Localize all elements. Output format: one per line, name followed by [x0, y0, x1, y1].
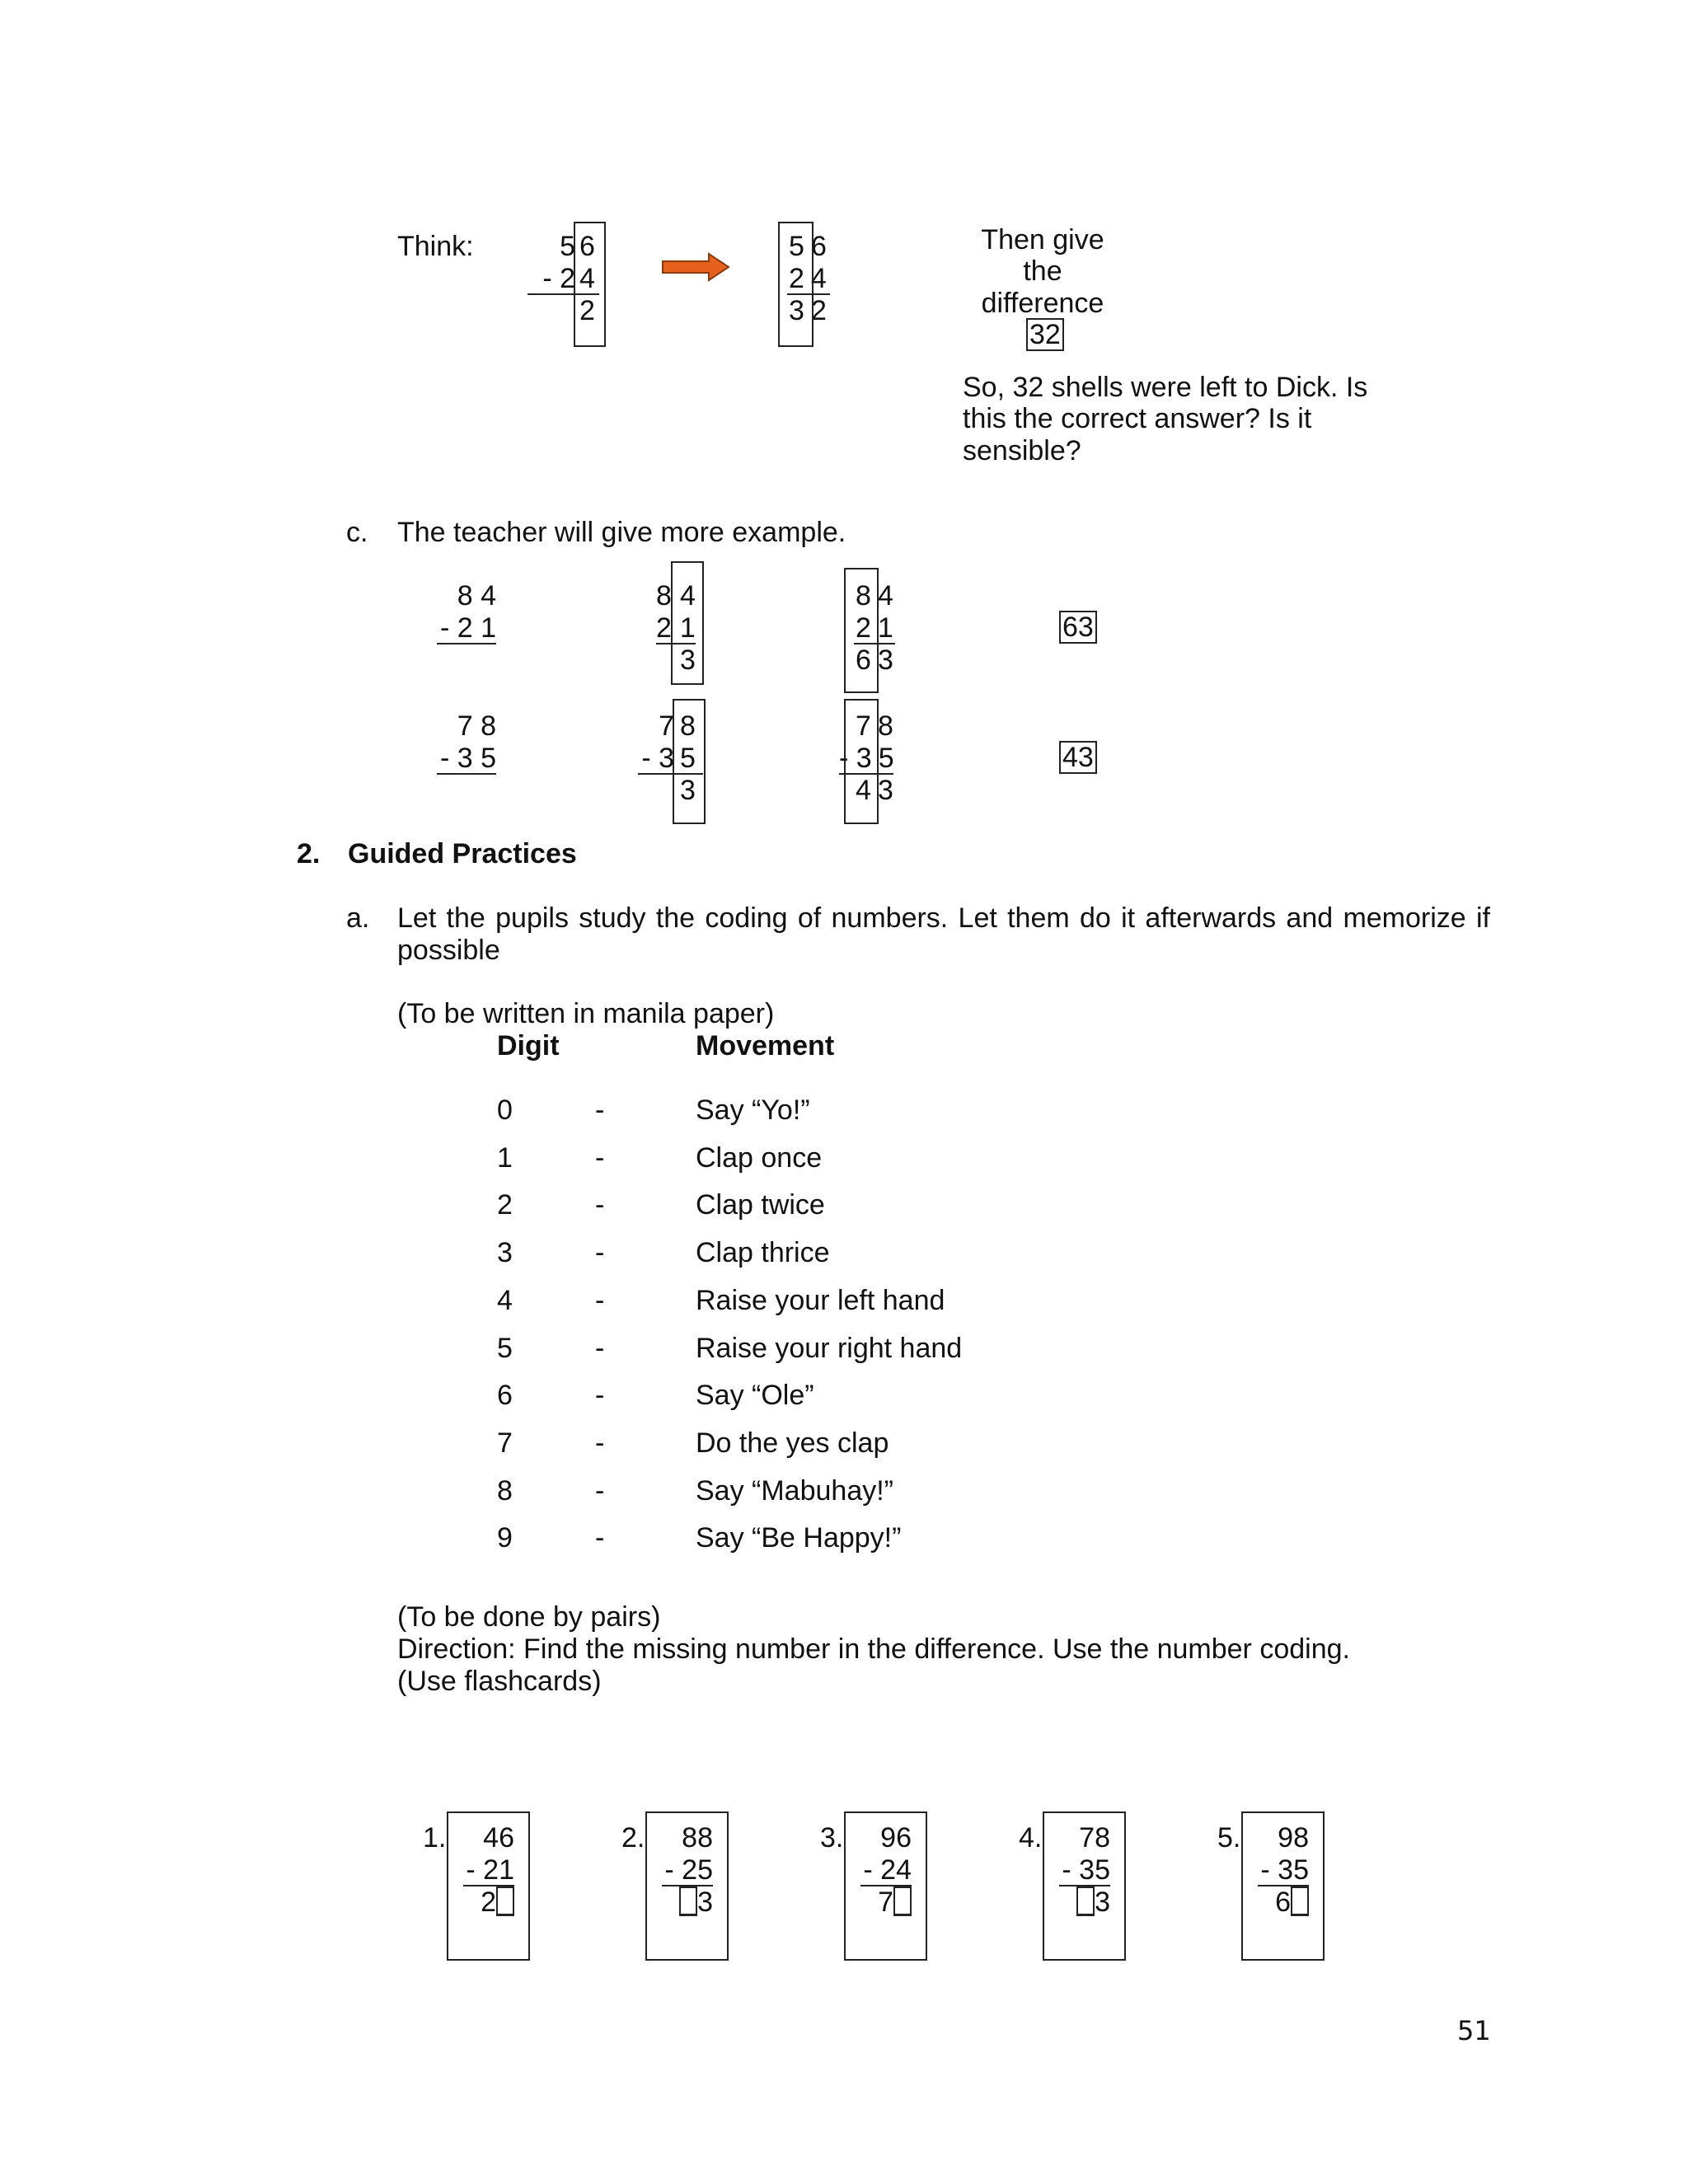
- problem-bottom: - 3 5: [437, 742, 496, 775]
- digit: 8: [656, 580, 672, 612]
- digit: 2: [856, 612, 871, 644]
- known-digit: 6: [1275, 1886, 1291, 1918]
- right-arrow-icon: [661, 252, 730, 282]
- card-bottom-number: - 35: [1258, 1854, 1309, 1886]
- pairs-note: (To be done by pairs): [397, 1601, 661, 1633]
- card-difference: [1250, 1886, 1309, 1919]
- answer-box: 43: [1059, 741, 1097, 774]
- card-bottom-number: - 25: [662, 1854, 713, 1886]
- manila-note: (To be written in manila paper): [397, 998, 775, 1029]
- digit: 5: [674, 742, 703, 775]
- list-marker: c.: [346, 517, 368, 548]
- digit: 6: [811, 231, 827, 262]
- problem-top: 8 4: [457, 580, 496, 612]
- code-digit: 9: [497, 1522, 513, 1554]
- conclusion-line: So, 32 shells were left to Dick. Is: [963, 372, 1368, 403]
- flashcards-note: (Use flashcards): [397, 1666, 602, 1697]
- code-digit: 6: [497, 1380, 513, 1411]
- digit: 1: [679, 612, 696, 644]
- digit: 1: [877, 612, 893, 644]
- missing-digit-box[interactable]: [1076, 1886, 1095, 1916]
- card-number: 4.: [1019, 1822, 1043, 1854]
- code-digit: 5: [497, 1333, 513, 1364]
- code-movement: Say “Mabuhay!”: [696, 1475, 893, 1507]
- digit: 5: [878, 743, 894, 774]
- code-digit: 4: [497, 1285, 513, 1316]
- conclusion-line: sensible?: [963, 435, 1081, 466]
- code-dash: -: [595, 1475, 605, 1507]
- direction-text: Direction: Find the missing number in the difference. Use the number coding.: [397, 1633, 1350, 1665]
- digit: 2: [656, 612, 672, 644]
- card-bottom-number: - 21: [463, 1854, 514, 1886]
- digit: 7: [856, 710, 871, 742]
- section-number: 2.: [297, 838, 321, 869]
- digit: 6: [856, 644, 871, 676]
- digit: 4: [680, 580, 696, 612]
- ones-column-box: [673, 699, 706, 824]
- code-movement: Do the yes clap: [696, 1427, 889, 1459]
- digit: 5: [560, 231, 575, 262]
- code-movement: Raise your left hand: [696, 1285, 945, 1316]
- ones-column-box: [574, 222, 606, 347]
- section-c-text: The teacher will give more example.: [397, 517, 846, 548]
- conclusion-line: this the correct answer? Is it: [963, 403, 1312, 434]
- code-dash: -: [595, 1427, 605, 1459]
- problem-top: 7 8: [457, 710, 496, 742]
- missing-digit-box[interactable]: [679, 1886, 697, 1916]
- known-digit: 3: [1095, 1886, 1110, 1918]
- digit: - 3: [839, 743, 872, 774]
- think-label: Think:: [397, 231, 474, 262]
- known-digit: 2: [481, 1886, 496, 1918]
- tens-column-box: [844, 699, 879, 824]
- column-header-digit: Digit: [497, 1030, 560, 1062]
- code-dash: -: [595, 1189, 605, 1221]
- missing-digit-box[interactable]: [1291, 1886, 1309, 1916]
- missing-digit-box[interactable]: [893, 1886, 912, 1916]
- code-movement: Clap once: [696, 1142, 823, 1174]
- card-top-number: 88: [682, 1822, 713, 1854]
- code-movement: Raise your right hand: [696, 1333, 963, 1364]
- digit: 3: [878, 644, 893, 676]
- card-difference: [654, 1886, 713, 1919]
- card-number: 5.: [1217, 1822, 1241, 1854]
- instruction-line: Let the pupils study the coding of numbers. Let them do it afterwards and memorize if: [397, 902, 1490, 934]
- digit: 2: [579, 295, 595, 326]
- then-give-line: the: [1023, 255, 1062, 287]
- section-heading: Guided Practices: [348, 838, 577, 869]
- code-dash: -: [595, 1142, 605, 1174]
- code-movement: Clap thrice: [696, 1237, 830, 1268]
- code-dash: -: [595, 1333, 605, 1364]
- card-number: 1.: [423, 1822, 447, 1854]
- card-bottom-number: - 24: [860, 1854, 912, 1886]
- code-dash: -: [595, 1380, 605, 1411]
- digit: 4: [878, 580, 893, 612]
- digit: 8: [878, 710, 893, 742]
- digit: 3: [878, 775, 893, 806]
- code-digit: 8: [497, 1475, 513, 1507]
- tens-column-box: [844, 568, 879, 693]
- ones-column-box: [671, 561, 704, 685]
- list-marker: a.: [346, 902, 370, 934]
- answer-box: 63: [1059, 611, 1097, 644]
- digit: - 2: [528, 262, 575, 295]
- code-movement: Say “Yo!”: [696, 1094, 810, 1126]
- digit: - 3: [638, 742, 674, 775]
- card-bottom-number: - 35: [1059, 1854, 1110, 1886]
- card-number: 2.: [621, 1822, 645, 1854]
- digit: 3: [680, 775, 696, 806]
- tens-column-box: [778, 222, 814, 347]
- known-digit: 3: [697, 1886, 713, 1918]
- digit: 3: [680, 644, 696, 676]
- missing-digit-box[interactable]: [496, 1886, 514, 1916]
- code-digit: 2: [497, 1189, 513, 1221]
- card-top-number: 78: [1079, 1822, 1110, 1854]
- digit: 4: [575, 262, 599, 295]
- known-digit: 7: [878, 1886, 893, 1918]
- card-number: 3.: [820, 1822, 844, 1854]
- card-top-number: 98: [1278, 1822, 1309, 1854]
- digit: 4: [810, 263, 827, 294]
- digit: 5: [789, 231, 804, 262]
- card-difference: [455, 1886, 514, 1919]
- code-dash: -: [595, 1094, 605, 1126]
- code-dash: -: [595, 1237, 605, 1268]
- digit: 3: [789, 295, 804, 326]
- digit: 8: [856, 580, 871, 612]
- code-movement: Say “Ole”: [696, 1380, 814, 1411]
- code-digit: 0: [497, 1094, 513, 1126]
- card-difference: [1051, 1886, 1110, 1919]
- instruction-line: possible: [397, 935, 500, 966]
- code-movement: Clap twice: [696, 1189, 825, 1221]
- digit: 4: [856, 775, 871, 806]
- digit: 2: [789, 263, 804, 294]
- digit: 6: [579, 231, 595, 262]
- code-movement: Say “Be Happy!”: [696, 1522, 902, 1554]
- code-digit: 7: [497, 1427, 513, 1459]
- code-dash: -: [595, 1522, 605, 1554]
- then-give-line: difference: [981, 288, 1104, 319]
- card-top-number: 46: [483, 1822, 514, 1854]
- digit: 2: [811, 295, 827, 326]
- answer-box: 32: [1026, 318, 1064, 351]
- digit: 7: [659, 710, 674, 742]
- problem-bottom: - 2 1: [437, 612, 496, 644]
- card-top-number: 96: [880, 1822, 912, 1854]
- card-difference: [852, 1886, 912, 1919]
- then-give-line: Then give: [981, 224, 1104, 255]
- page-number: 51: [1457, 2015, 1491, 2046]
- code-digit: 3: [497, 1237, 513, 1268]
- digit: 8: [680, 710, 696, 742]
- code-digit: 1: [497, 1142, 513, 1174]
- code-dash: -: [595, 1285, 605, 1316]
- column-header-movement: Movement: [696, 1030, 835, 1062]
